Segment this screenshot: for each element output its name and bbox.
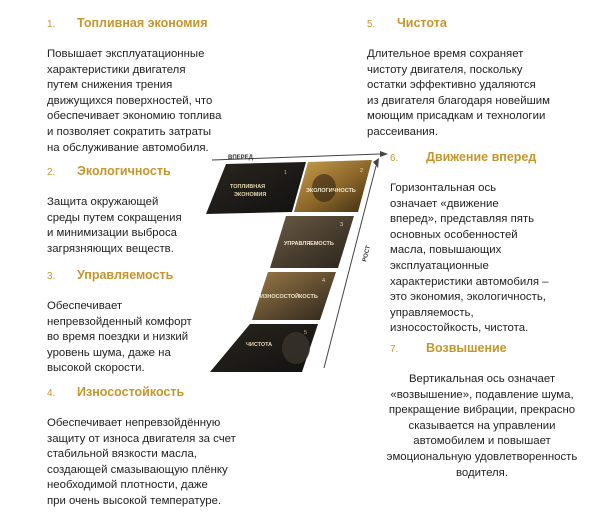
item-cleanliness bbox=[367, 16, 597, 141]
tile-number: 2 bbox=[360, 168, 364, 174]
item-number: 7. bbox=[390, 344, 399, 355]
item-text: Защита окружающей среды путем сокращения и минимизации выброса загрязняющих веществ. bbox=[47, 196, 182, 255]
item-heading bbox=[47, 16, 287, 32]
item-text: Вертикальная ось означает «возвышение», подавление шума, прекращение вибрации, прекрасно сказывается на управлении автомобилем и повышает эмоциональную удовлетворенность водителя. bbox=[386, 373, 578, 479]
item-elevation bbox=[362, 341, 602, 481]
item-number: 4. bbox=[47, 388, 56, 399]
item-title: Возвышение bbox=[426, 341, 507, 355]
tile-number: 1 bbox=[284, 170, 288, 176]
item-heading bbox=[367, 16, 597, 32]
tile-label: ЭКОНОМИЯ bbox=[234, 192, 267, 198]
tile-ecology bbox=[294, 160, 372, 212]
item-text: Обеспечивает непревзойденный комфорт во время поездки и низкий уровень шума, даже на высокой скорости. bbox=[47, 300, 192, 375]
item-title: Движение вперед bbox=[426, 150, 537, 164]
item-title: Экологичность bbox=[77, 164, 171, 178]
forward-axis bbox=[212, 151, 388, 161]
axis-up-label: РОСТ bbox=[362, 245, 372, 263]
item-text: Длительное время сохраняет чистоту двигателя, поскольку остатки эффективно удаляются из двигателя благодаря новейшим моющим присадкам и технологии рассеивания. bbox=[367, 48, 550, 138]
item-heading bbox=[390, 150, 600, 166]
tile-label: ИЗНОСОСТОЙКОСТЬ bbox=[260, 294, 318, 300]
tile-number: 3 bbox=[340, 222, 344, 228]
item-number: 1. bbox=[47, 19, 56, 30]
arrow-right-icon bbox=[380, 151, 388, 157]
item-title: Управляемость bbox=[77, 268, 174, 282]
tile-handling bbox=[270, 216, 354, 268]
seven-diagram bbox=[200, 150, 390, 375]
tile-number: 4 bbox=[322, 278, 326, 284]
item-wear-resistance bbox=[47, 385, 287, 510]
tile-number: 5 bbox=[304, 330, 308, 336]
item-title: Топливная экономия bbox=[77, 16, 208, 30]
axis-forward-label: ВПЕРЕД bbox=[228, 155, 253, 161]
item-text: Повышает эксплуатационные характеристики двигателя путем снижения трения движущихся поверхностей, что обеспечивает экономию топлива и позволяет сократить затраты на обслуживание автомобиля. bbox=[47, 48, 222, 154]
item-heading bbox=[390, 341, 602, 357]
tile-label: ЧИСТОТА bbox=[246, 342, 273, 348]
item-title: Износостойкость bbox=[77, 385, 185, 399]
item-number: 3. bbox=[47, 271, 56, 282]
tile-cleanliness bbox=[210, 324, 318, 372]
tile-label: УПРАВЛЯЕМОСТЬ bbox=[284, 241, 334, 247]
item-title: Чистота bbox=[397, 16, 447, 30]
item-heading bbox=[47, 385, 287, 401]
item-moving-forward bbox=[390, 150, 600, 337]
item-fuel-economy bbox=[47, 16, 287, 156]
item-number: 6. bbox=[390, 153, 399, 164]
item-text: Горизонтальная ось означает «движение вперед», представляя пять основных особенностей масла, повышающих эксплуатационные характеристики автомобиля – это экономия, экологичность, управляемость, износостойкость, чистота. bbox=[390, 182, 549, 335]
item-number: 2. bbox=[47, 167, 56, 178]
tile-label: ТОПЛИВНАЯ bbox=[230, 184, 266, 190]
item-text: Обеспечивает непревзойдённую защиту от износа двигателя за счет стабильной вязкости масла, создающей смазывающую плёнку необходимой плотности, даже при очень высокой температуре. bbox=[47, 417, 236, 507]
tile-fuel-economy bbox=[206, 162, 306, 214]
tile-label: ЭКОЛОГИЧНОСТЬ bbox=[306, 188, 356, 194]
item-number: 5. bbox=[367, 19, 376, 30]
tile-wear-resistance bbox=[252, 272, 336, 320]
